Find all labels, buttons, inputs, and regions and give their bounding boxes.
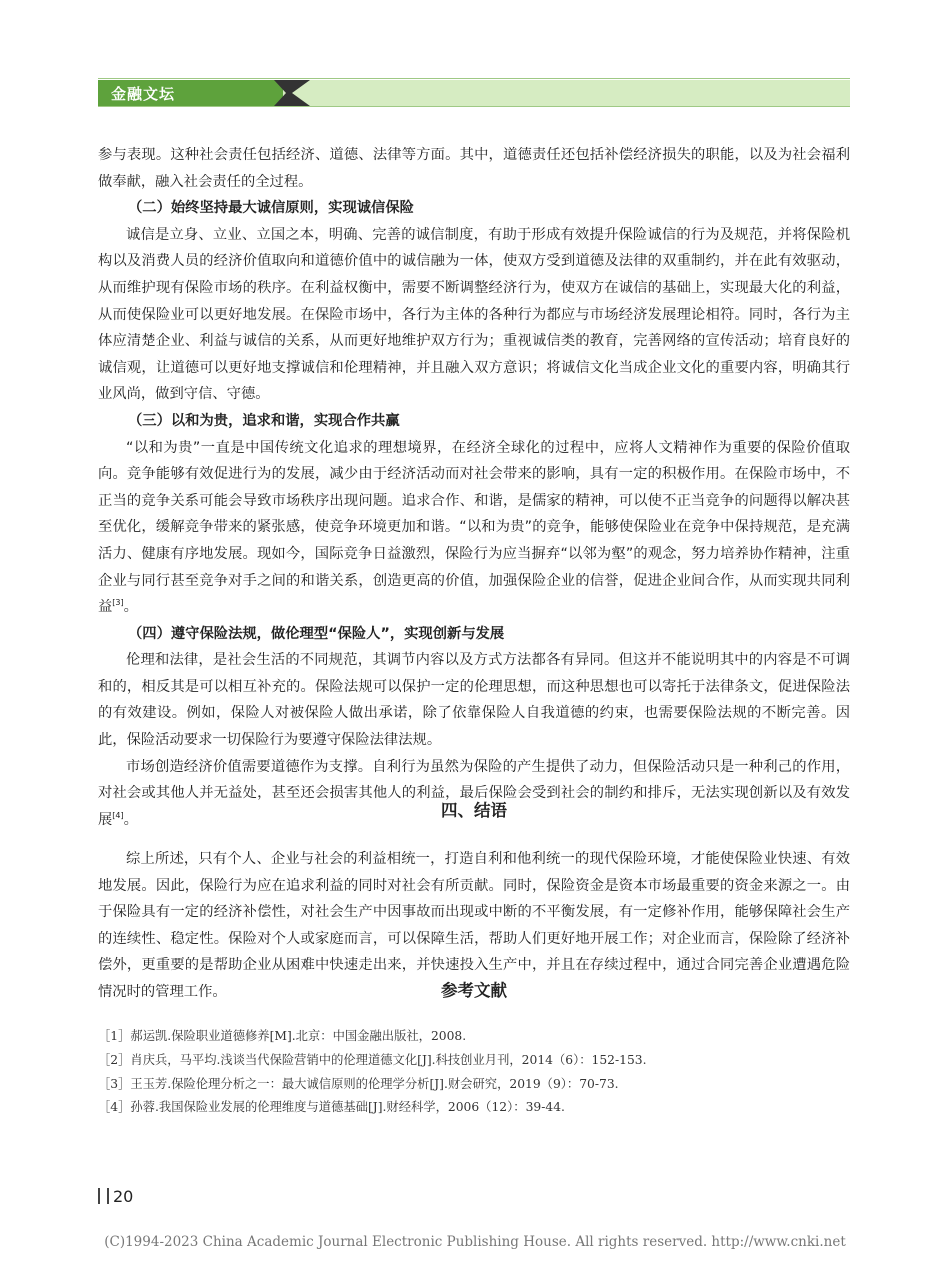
citation-3: [3] <box>112 598 124 608</box>
page-number-value: 20 <box>113 1187 134 1206</box>
references-heading: 参考文献 <box>441 981 507 1000</box>
paragraph-3-end: 。 <box>123 599 138 616</box>
subheading-2: （二）始终坚持最大诚信原则，实现诚信保险 <box>128 200 414 217</box>
conclusion-paragraph: 综上所述，只有个人、企业与社会的利益相统一，打造自利和他利统一的现代保险环境，才能使保险业快速、有效地发展。因此，保险行为应在追求利益的同时对社会有所贡献。同时，保险资金是资本市场最重要的资金来源之一。由于保险具有一定的经济补偿性，对社会生产中因事故而出现或中断的不平衡发展，有一定修补作用，能够保障社会生产的连续性、稳定性。保险对个人或家庭而言，可以保障生活，帮助人们更好地开展工作；对企业而言，保险除了经济补偿外，更重要的是帮助企业从困难中快速走出来，并快速投入生产中，并且在存续过程中，通过合同完善企业遭遇危险情况时的管理工作。 <box>98 851 850 1000</box>
section-header-band <box>98 80 850 107</box>
reference-item: ［4］孙蓉.我国保险业发展的伦理维度与道德基础[J].财经科学，2006（12）：39-44. <box>98 1100 565 1115</box>
page-number-bars-icon <box>98 1188 109 1204</box>
reference-item: ［2］肖庆兵，马平均.浅谈当代保险营销中的伦理道德文化[J].科技创业月刊，2014（6）：152-153. <box>98 1052 647 1067</box>
paragraph-3-text: “以和为贵”一直是中国传统文化追求的理想境界，在经济全球化的过程中，应将人文精神作为重要的保险价值取向。竞争能够有效促进行为的发展，减少由于经济活动而对社会带来的影响，具有一定的积极作用。在保险市场中，不正当的竞争关系可能会导致市场秩序出现问题。追求合作、和谐，是儒家的精神，可以使不正当竞争的问题得以解决甚至优化，缓解竞争带来的紧张感，使竞争环境更加和谐。“以和为贵”的竞争，能够使保险业在竞争中保持规范，是充满活力、健康有序地发展。现如今，国际竞争日益激烈，保险行为应当摒弃“以邻为壑”的观念，努力培养协作精神，注重企业与同行甚至竞争对手之间的和谐关系，创造更高的价值，加强保险企业的信誉，促进企业间合作，从而实现共同利益 <box>98 439 850 616</box>
page-number <box>98 1187 133 1206</box>
conclusion-heading: 四、结语 <box>441 801 507 820</box>
paragraph-2: 诚信是立身、立业、立国之本，明确、完善的诚信制度，有助于形成有效提升保险诚信的行为及规范，并将保险机构以及消费人员的经济价值取向和道德价值中的诚信融为一体，使双方受到道德及法律的双重制约，并在此有效驱动，从而维护现有保险市场的秩序。在利益权衡中，需要不断调整经济行为，使双方在诚信的基础上，实现最大化的利益，从而使保险业可以更好地发展。在保险市场中，各行为主体的各种行为都应与市场经济发展理论相符。同时，各行为主体应清楚企业、利益与诚信的关系，从而更好地维护双方行为；重视诚信类的教育，完善网络的宣传活动；培育良好的诚信观，让道德可以更好地支撑诚信和伦理精神，并且融入双方意识；将诚信文化当成企业文化的重要内容，明确其行业风尚，做到守信、守德。 <box>98 226 850 403</box>
section-header-title: 金融文坛 <box>111 85 176 103</box>
reference-item: ［3］王玉芳.保险伦理分析之一：最大诚信原则的伦理学分析[J].财会研究，2019（9）：70-73. <box>98 1076 619 1091</box>
article-body <box>98 142 850 833</box>
copyright-footer: (C)1994-2023 China Academic Journal Electronic Publishing House. All rights reserved. http://www.cnki.net <box>104 1234 846 1250</box>
header-arrow-icon <box>98 80 850 106</box>
citation-4: [4] <box>112 811 124 821</box>
subheading-3: （三）以和为贵，追求和谐，实现合作共赢 <box>128 412 400 429</box>
subheading-4: （四）遵守保险法规，做伦理型“保险人”，实现创新与发展 <box>128 625 505 642</box>
paragraph-3 <box>98 435 850 621</box>
paragraph-4b-text: 市场创造经济价值需要道德作为支撑。自利行为虽然为保险的产生提供了动力，但保险活动只是一种利己的作用，对社会或其他人并无益处，甚至还会损害其他人的利益，最后保险会受到社会的制约和排斥，无法实现创新以及有效发展 <box>98 758 850 828</box>
reference-item: ［1］郝运凯.保险职业道德修养[M].北京：中国金融出版社，2008. <box>98 1029 467 1043</box>
header-rule <box>98 78 850 79</box>
paragraph-4b-end: 。 <box>123 811 138 828</box>
paragraph-continued: 参与表现。这种社会责任包括经济、道德、法律等方面。其中，道德责任还包括补偿经济损失的职能，以及为社会福利做奉献，融入社会责任的全过程。 <box>98 147 850 190</box>
references-list <box>98 1025 850 1120</box>
paragraph-4a: 伦理和法律，是社会生活的不同规范，其调节内容以及方式方法都各有异同。但这并不能说明其中的内容是不可调和的，相反其是可以相互补充的。保险法规可以保护一定的伦理思想，而这种思想也可以寄托于法律条文，促进保险法的有效建设。例如，保险人对被保险人做出承诺，除了依靠保险人自我道德的约束，也需要保险法规的不断完善。因此，保险活动要求一切保险行为要遵守保险法律法规。 <box>98 652 850 749</box>
paragraph-4b <box>98 754 850 834</box>
